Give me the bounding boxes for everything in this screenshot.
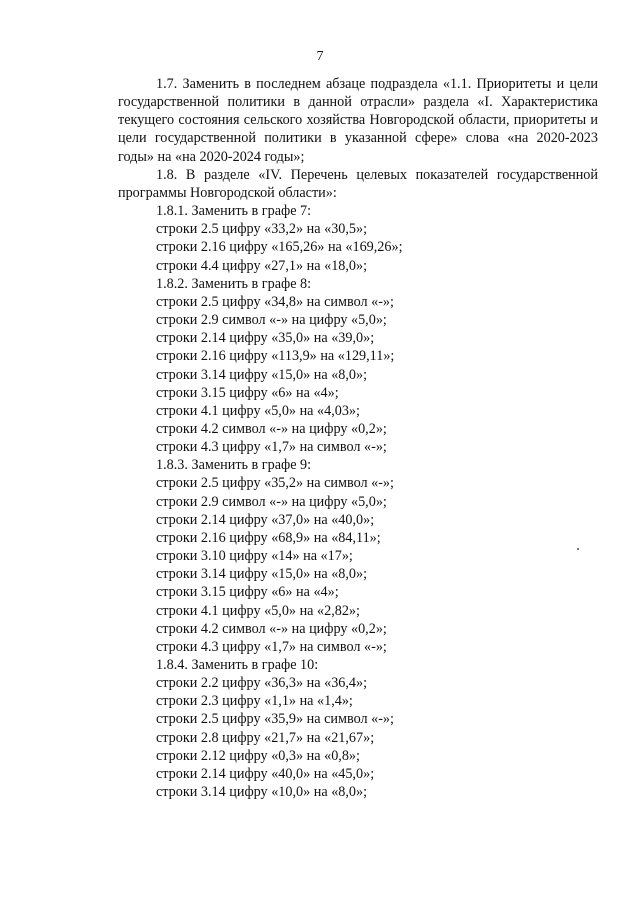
document-line: строки 2.5 цифру «33,2» на «30,5»; [156, 221, 368, 238]
document-line: строки 2.9 символ «-» на цифру «5,0»; [156, 312, 387, 329]
document-line: строки 4.2 символ «-» на цифру «0,2»; [156, 420, 387, 437]
document-line: строки 2.16 цифру «165,26» на «169,26»; [156, 239, 403, 256]
document-line: 1.8.2. Заменить в графе 8: [156, 275, 312, 292]
document-line: строки 4.1 цифру «5,0» на «4,03»; [156, 402, 360, 419]
document-line: строки 2.14 цифру «35,0» на «39,0»; [156, 330, 375, 347]
document-line: строки 3.14 цифру «15,0» на «8,0»; [156, 366, 368, 383]
document-line: строки 2.14 цифру «37,0» на «40,0»; [156, 511, 375, 528]
page-number: 7 [316, 49, 324, 64]
document-line: строки 3.15 цифру «6» на «4»; [156, 384, 339, 401]
document-line: строки 3.14 цифру «15,0» на «8,0»; [156, 566, 368, 583]
document-line: 1.8.3. Заменить в графе 9: [156, 457, 312, 474]
document-line: строки 2.14 цифру «40,0» на «45,0»; [156, 765, 375, 782]
document-body [118, 75, 598, 801]
document-line: строки 2.5 цифру «35,2» на символ «-»; [156, 475, 394, 492]
scan-speck [577, 548, 579, 550]
document-line: строки 3.14 цифру «10,0» на «8,0»; [156, 784, 368, 801]
document-line: строки 3.10 цифру «14» на «17»; [156, 548, 353, 565]
document-line: строки 4.3 цифру «1,7» на символ «-»; [156, 439, 387, 456]
document-line: строки 4.1 цифру «5,0» на «2,82»; [156, 602, 360, 619]
document-line: строки 2.5 цифру «34,8» на символ «-»; [156, 293, 394, 310]
document-line: строки 2.12 цифру «0,3» на «0,8»; [156, 747, 360, 764]
document-line: строки 4.3 цифру «1,7» на символ «-»; [156, 638, 387, 655]
document-line: строки 2.5 цифру «35,9» на символ «-»; [156, 711, 394, 728]
document-line: 1.8.1. Заменить в графе 7: [156, 203, 312, 220]
document-line: 1.8.4. Заменить в графе 10: [156, 657, 319, 673]
document-line: строки 3.15 цифру «6» на «4»; [156, 584, 339, 601]
paragraph-1-7: 1.7. Заменить в последнем абзаце подраздела «1.1. Приоритеты и цели государственной политики в данной отрасли» раздела «I. Характеристика текущего состояния сельского хозяйства Новгородской области, приоритеты и цели государственной политики в указанной сфере» слова «на 2020-2023 годы» на «на 2020-2024 годы»; [118, 76, 598, 165]
document-line: строки 2.16 цифру «68,9» на «84,11»; [156, 529, 381, 546]
document-line: строки 4.4 цифру «27,1» на «18,0»; [156, 257, 368, 274]
document-line: строки 4.2 символ «-» на цифру «0,2»; [156, 620, 387, 637]
amendment-list [118, 202, 598, 801]
document-line: строки 2.2 цифру «36,3» на «36,4»; [156, 675, 368, 692]
document-line: строки 2.3 цифру «1,1» на «1,4»; [156, 693, 353, 710]
document-line: строки 2.8 цифру «21,7» на «21,67»; [156, 729, 375, 746]
document-line: строки 2.16 цифру «113,9» на «129,11»; [156, 348, 395, 365]
paragraph-1-8: 1.8. В разделе «IV. Перечень целевых показателей государственной программы Новгородской области»: [118, 166, 598, 201]
document-line: строки 2.9 символ «-» на цифру «5,0»; [156, 493, 387, 510]
